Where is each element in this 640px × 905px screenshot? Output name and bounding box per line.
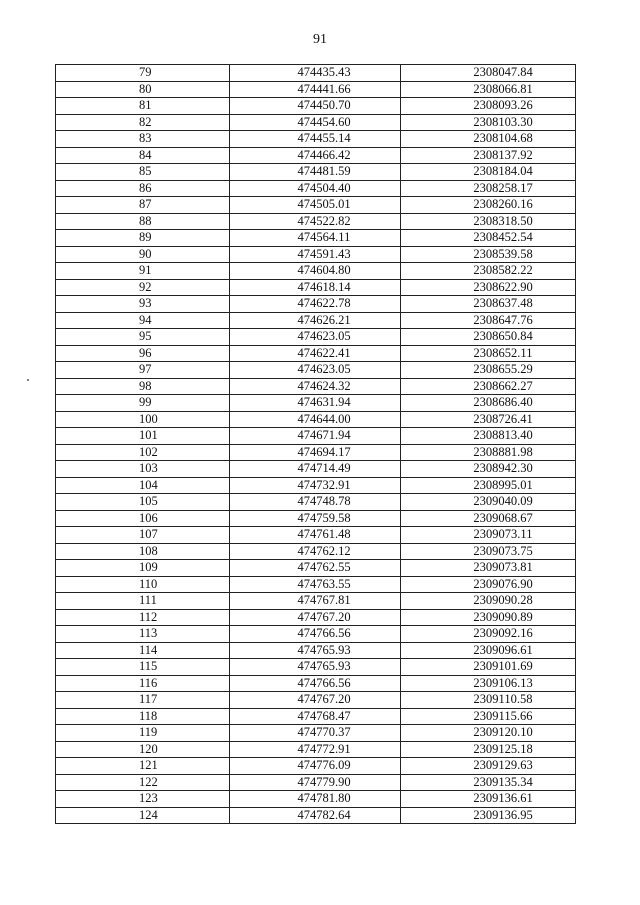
y-coordinate-cell: 2308137.92 xyxy=(401,147,576,164)
x-coordinate-cell: 474626.21 xyxy=(230,312,401,329)
x-coordinate-cell: 474623.05 xyxy=(230,329,401,346)
x-coordinate-cell: 474622.78 xyxy=(230,296,401,313)
y-coordinate-cell: 2308726.41 xyxy=(401,411,576,428)
y-coordinate-cell: 2308093.26 xyxy=(401,98,576,115)
y-coordinate-cell: 2308582.22 xyxy=(401,263,576,280)
x-coordinate-cell: 474767.81 xyxy=(230,593,401,610)
point-number-cell: 87 xyxy=(56,197,230,214)
point-number-cell: 83 xyxy=(56,131,230,148)
y-coordinate-cell: 2309125.18 xyxy=(401,741,576,758)
table-row xyxy=(56,411,576,428)
table-row xyxy=(56,461,576,478)
x-coordinate-cell: 474762.55 xyxy=(230,560,401,577)
point-number-cell: 94 xyxy=(56,312,230,329)
point-number-cell: 84 xyxy=(56,147,230,164)
y-coordinate-cell: 2308258.17 xyxy=(401,180,576,197)
x-coordinate-cell: 474766.56 xyxy=(230,626,401,643)
x-coordinate-cell: 474450.70 xyxy=(230,98,401,115)
point-number-cell: 80 xyxy=(56,81,230,98)
point-number-cell: 82 xyxy=(56,114,230,131)
y-coordinate-cell: 2309136.61 xyxy=(401,791,576,808)
table-row xyxy=(56,164,576,181)
x-coordinate-cell: 474763.55 xyxy=(230,576,401,593)
point-number-cell: 91 xyxy=(56,263,230,280)
x-coordinate-cell: 474781.80 xyxy=(230,791,401,808)
y-coordinate-cell: 2308881.98 xyxy=(401,444,576,461)
y-coordinate-cell: 2309135.34 xyxy=(401,774,576,791)
y-coordinate-cell: 2308539.58 xyxy=(401,246,576,263)
y-coordinate-cell: 2308650.84 xyxy=(401,329,576,346)
table-row xyxy=(56,197,576,214)
y-coordinate-cell: 2308686.40 xyxy=(401,395,576,412)
x-coordinate-cell: 474435.43 xyxy=(230,65,401,82)
x-coordinate-cell: 474767.20 xyxy=(230,692,401,709)
table-row xyxy=(56,560,576,577)
x-coordinate-cell: 474631.94 xyxy=(230,395,401,412)
y-coordinate-cell: 2309073.81 xyxy=(401,560,576,577)
table-row xyxy=(56,279,576,296)
y-coordinate-cell: 2308452.54 xyxy=(401,230,576,247)
x-coordinate-cell: 474522.82 xyxy=(230,213,401,230)
y-coordinate-cell: 2308318.50 xyxy=(401,213,576,230)
x-coordinate-cell: 474766.56 xyxy=(230,675,401,692)
table-row xyxy=(56,213,576,230)
table-row xyxy=(56,81,576,98)
table-row xyxy=(56,543,576,560)
y-coordinate-cell: 2308622.90 xyxy=(401,279,576,296)
table-row xyxy=(56,98,576,115)
table-row xyxy=(56,230,576,247)
x-coordinate-cell: 474481.59 xyxy=(230,164,401,181)
x-coordinate-cell: 474624.32 xyxy=(230,378,401,395)
x-coordinate-cell: 474564.11 xyxy=(230,230,401,247)
y-coordinate-cell: 2308104.68 xyxy=(401,131,576,148)
x-coordinate-cell: 474765.93 xyxy=(230,659,401,676)
y-coordinate-cell: 2308103.30 xyxy=(401,114,576,131)
x-coordinate-cell: 474644.00 xyxy=(230,411,401,428)
table-row xyxy=(56,725,576,742)
y-coordinate-cell: 2309101.69 xyxy=(401,659,576,676)
table-row xyxy=(56,378,576,395)
x-coordinate-cell: 474779.90 xyxy=(230,774,401,791)
x-coordinate-cell: 474441.66 xyxy=(230,81,401,98)
x-coordinate-cell: 474776.09 xyxy=(230,758,401,775)
table-row xyxy=(56,345,576,362)
point-number-cell: 111 xyxy=(56,593,230,610)
x-coordinate-cell: 474772.91 xyxy=(230,741,401,758)
point-number-cell: 112 xyxy=(56,609,230,626)
x-coordinate-cell: 474767.20 xyxy=(230,609,401,626)
point-number-cell: 109 xyxy=(56,560,230,577)
y-coordinate-cell: 2309129.63 xyxy=(401,758,576,775)
table-row xyxy=(56,675,576,692)
y-coordinate-cell: 2309120.10 xyxy=(401,725,576,742)
y-coordinate-cell: 2308942.30 xyxy=(401,461,576,478)
point-number-cell: 88 xyxy=(56,213,230,230)
point-number-cell: 121 xyxy=(56,758,230,775)
y-coordinate-cell: 2309073.75 xyxy=(401,543,576,560)
point-number-cell: 115 xyxy=(56,659,230,676)
y-coordinate-cell: 2309090.28 xyxy=(401,593,576,610)
point-number-cell: 110 xyxy=(56,576,230,593)
point-number-cell: 119 xyxy=(56,725,230,742)
table-row xyxy=(56,708,576,725)
table-row xyxy=(56,65,576,82)
table-row xyxy=(56,642,576,659)
table-row xyxy=(56,246,576,263)
point-number-cell: 99 xyxy=(56,395,230,412)
table-row xyxy=(56,659,576,676)
table-row xyxy=(56,791,576,808)
table-row xyxy=(56,296,576,313)
point-number-cell: 117 xyxy=(56,692,230,709)
table-row xyxy=(56,807,576,824)
x-coordinate-cell: 474604.80 xyxy=(230,263,401,280)
point-number-cell: 122 xyxy=(56,774,230,791)
x-coordinate-cell: 474714.49 xyxy=(230,461,401,478)
x-coordinate-cell: 474761.48 xyxy=(230,527,401,544)
margin-mark xyxy=(27,379,29,381)
y-coordinate-cell: 2308995.01 xyxy=(401,477,576,494)
x-coordinate-cell: 474618.14 xyxy=(230,279,401,296)
point-number-cell: 123 xyxy=(56,791,230,808)
y-coordinate-cell: 2308637.48 xyxy=(401,296,576,313)
table-row xyxy=(56,527,576,544)
point-number-cell: 96 xyxy=(56,345,230,362)
point-number-cell: 107 xyxy=(56,527,230,544)
point-number-cell: 106 xyxy=(56,510,230,527)
y-coordinate-cell: 2308184.04 xyxy=(401,164,576,181)
point-number-cell: 92 xyxy=(56,279,230,296)
x-coordinate-cell: 474765.93 xyxy=(230,642,401,659)
y-coordinate-cell: 2308652.11 xyxy=(401,345,576,362)
y-coordinate-cell: 2309136.95 xyxy=(401,807,576,824)
x-coordinate-cell: 474782.64 xyxy=(230,807,401,824)
point-number-cell: 102 xyxy=(56,444,230,461)
point-number-cell: 114 xyxy=(56,642,230,659)
y-coordinate-cell: 2309073.11 xyxy=(401,527,576,544)
table-row xyxy=(56,312,576,329)
y-coordinate-cell: 2309090.89 xyxy=(401,609,576,626)
page-number: 91 xyxy=(313,32,327,47)
table-row xyxy=(56,692,576,709)
y-coordinate-cell: 2309068.67 xyxy=(401,510,576,527)
table-row xyxy=(56,494,576,511)
table-row xyxy=(56,609,576,626)
point-number-cell: 103 xyxy=(56,461,230,478)
point-number-cell: 79 xyxy=(56,65,230,82)
x-coordinate-cell: 474466.42 xyxy=(230,147,401,164)
y-coordinate-cell: 2308066.81 xyxy=(401,81,576,98)
point-number-cell: 118 xyxy=(56,708,230,725)
table-row xyxy=(56,428,576,445)
y-coordinate-cell: 2309096.61 xyxy=(401,642,576,659)
coordinate-table-body xyxy=(56,65,576,824)
point-number-cell: 85 xyxy=(56,164,230,181)
table-row xyxy=(56,758,576,775)
table-row xyxy=(56,741,576,758)
x-coordinate-cell: 474671.94 xyxy=(230,428,401,445)
x-coordinate-cell: 474694.17 xyxy=(230,444,401,461)
x-coordinate-cell: 474768.47 xyxy=(230,708,401,725)
point-number-cell: 124 xyxy=(56,807,230,824)
x-coordinate-cell: 474454.60 xyxy=(230,114,401,131)
point-number-cell: 86 xyxy=(56,180,230,197)
point-number-cell: 81 xyxy=(56,98,230,115)
x-coordinate-cell: 474622.41 xyxy=(230,345,401,362)
table-row xyxy=(56,362,576,379)
x-coordinate-cell: 474455.14 xyxy=(230,131,401,148)
point-number-cell: 116 xyxy=(56,675,230,692)
x-coordinate-cell: 474504.40 xyxy=(230,180,401,197)
point-number-cell: 108 xyxy=(56,543,230,560)
point-number-cell: 120 xyxy=(56,741,230,758)
table-row xyxy=(56,593,576,610)
point-number-cell: 101 xyxy=(56,428,230,445)
point-number-cell: 98 xyxy=(56,378,230,395)
x-coordinate-cell: 474591.43 xyxy=(230,246,401,263)
table-row xyxy=(56,131,576,148)
table-row xyxy=(56,114,576,131)
table-row xyxy=(56,774,576,791)
y-coordinate-cell: 2309115.66 xyxy=(401,708,576,725)
table-row xyxy=(56,395,576,412)
point-number-cell: 95 xyxy=(56,329,230,346)
y-coordinate-cell: 2309076.90 xyxy=(401,576,576,593)
y-coordinate-cell: 2308813.40 xyxy=(401,428,576,445)
y-coordinate-cell: 2309110.58 xyxy=(401,692,576,709)
point-number-cell: 104 xyxy=(56,477,230,494)
table-row xyxy=(56,626,576,643)
x-coordinate-cell: 474732.91 xyxy=(230,477,401,494)
y-coordinate-cell: 2308260.16 xyxy=(401,197,576,214)
point-number-cell: 97 xyxy=(56,362,230,379)
point-number-cell: 105 xyxy=(56,494,230,511)
table-row xyxy=(56,510,576,527)
x-coordinate-cell: 474623.05 xyxy=(230,362,401,379)
table-row xyxy=(56,180,576,197)
y-coordinate-cell: 2309092.16 xyxy=(401,626,576,643)
y-coordinate-cell: 2309106.13 xyxy=(401,675,576,692)
coordinate-table xyxy=(55,64,576,824)
y-coordinate-cell: 2308662.27 xyxy=(401,378,576,395)
point-number-cell: 89 xyxy=(56,230,230,247)
y-coordinate-cell: 2308047.84 xyxy=(401,65,576,82)
table-row xyxy=(56,147,576,164)
point-number-cell: 113 xyxy=(56,626,230,643)
point-number-cell: 90 xyxy=(56,246,230,263)
table-row xyxy=(56,263,576,280)
table-row xyxy=(56,576,576,593)
x-coordinate-cell: 474759.58 xyxy=(230,510,401,527)
point-number-cell: 100 xyxy=(56,411,230,428)
table-row xyxy=(56,477,576,494)
y-coordinate-cell: 2309040.09 xyxy=(401,494,576,511)
y-coordinate-cell: 2308647.76 xyxy=(401,312,576,329)
table-row xyxy=(56,444,576,461)
x-coordinate-cell: 474770.37 xyxy=(230,725,401,742)
x-coordinate-cell: 474748.78 xyxy=(230,494,401,511)
x-coordinate-cell: 474505.01 xyxy=(230,197,401,214)
point-number-cell: 93 xyxy=(56,296,230,313)
y-coordinate-cell: 2308655.29 xyxy=(401,362,576,379)
x-coordinate-cell: 474762.12 xyxy=(230,543,401,560)
table-row xyxy=(56,329,576,346)
